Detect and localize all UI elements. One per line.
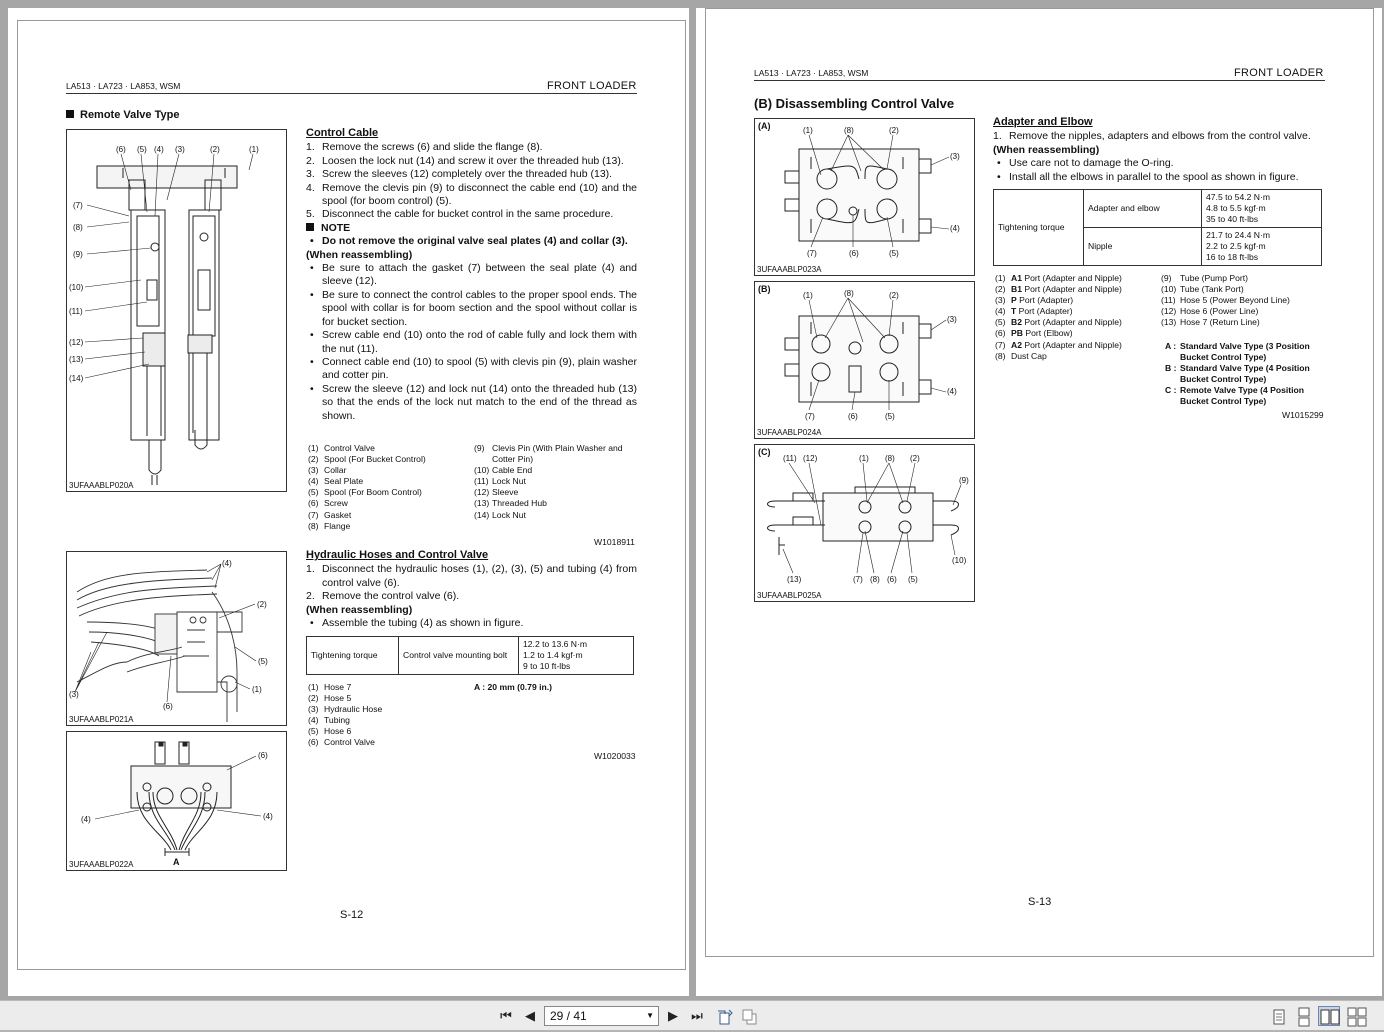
torque-table <box>993 189 1322 266</box>
fig1-label: (10) <box>69 283 84 292</box>
torque-table <box>306 636 634 675</box>
hydraulic-legend <box>308 682 382 749</box>
torque-table-cell: Adapter and elbow <box>1084 190 1202 228</box>
legend-row: (4) Seal Plate <box>308 476 364 487</box>
step-item: 5. Disconnect the cable for bucket control in the same procedure. <box>306 208 614 221</box>
reassembling-list <box>993 157 1325 184</box>
first-page-button[interactable]: ⏮ <box>500 1008 512 1023</box>
fig2-label: (5) <box>258 657 268 666</box>
legend-row: Bucket Control Type) <box>1180 374 1267 385</box>
legend-row: (12) Sleeve <box>474 487 519 498</box>
fig3-label: (4) <box>263 812 273 821</box>
figC-label: (12) <box>803 454 818 463</box>
legend-row: (7) Gasket <box>308 509 352 520</box>
legend-row: (5) B2 Port (Adapter and Nipple) <box>995 317 1122 328</box>
fig1-label: (5) <box>137 145 147 154</box>
fit-page-icon <box>739 1007 761 1027</box>
figure-tag: (A) <box>758 121 771 131</box>
two-page-view-button[interactable] <box>1318 1006 1340 1026</box>
legend-row: (1) Hose 7 <box>308 682 352 692</box>
legend-row: (5) Spool (For Boom Control) <box>308 487 422 498</box>
fit-page-button[interactable] <box>738 1006 760 1026</box>
two-page-icon <box>1319 1007 1341 1027</box>
hydraulic-steps <box>306 563 637 603</box>
figure-caption: 3UFAAABLP022A <box>69 860 134 869</box>
figure-control-cable <box>66 129 287 492</box>
legend-row: (9) Tube (Pump Port) <box>1161 273 1248 283</box>
control-cable-diagram <box>67 130 287 492</box>
legend-row: Bucket Control Type) <box>1180 396 1267 407</box>
fig1-label: (1) <box>249 145 259 154</box>
figure-valve-b <box>754 281 975 439</box>
legend-row: (4) Tubing <box>308 715 350 726</box>
figure-caption: 3UFAAABLP021A <box>69 715 134 724</box>
fig1-label: (9) <box>73 250 83 259</box>
control-cable-legend-right <box>474 443 623 521</box>
legend-row: Bucket Control Type) <box>1180 352 1267 363</box>
figC-label: (5) <box>908 575 918 584</box>
figure-hydraulic-hoses <box>66 551 287 726</box>
adapter-legend-right <box>1161 273 1290 328</box>
page-header-left: LA513 · LA723 · LA853, WSM <box>754 68 869 78</box>
valve-a-diagram <box>755 119 975 276</box>
square-bullet-icon <box>66 110 74 118</box>
header-rule <box>66 93 637 94</box>
torque-table-values: 47.5 to 54.2 N·m 4.8 to 5.5 kgf·m 35 to 40 ft-lbs <box>1202 190 1322 228</box>
note-item: • Do not remove the original valve seal plates (4) and collar (3). <box>306 235 637 248</box>
page-number: S-13 <box>1028 896 1052 908</box>
legend-row: (11) Lock Nut <box>474 476 526 487</box>
single-page-icon <box>1268 1007 1290 1027</box>
figB-label: (1) <box>803 291 813 300</box>
reassembling-label: (When reassembling) <box>306 248 413 261</box>
reassembling-item: • Assemble the tubing (4) as shown in figure. <box>306 617 637 630</box>
section-heading: Control Cable <box>306 127 379 139</box>
legend-row: (9) Clevis Pin (With Plain Washer and <box>474 443 623 453</box>
figC-label: (10) <box>952 556 967 565</box>
reference-code: W1018911 <box>594 537 635 547</box>
fig2-label: (3) <box>69 690 79 699</box>
figB-label: (2) <box>889 291 899 300</box>
reassembling-item: • Install all the elbows in parallel to the spool as shown in figure. <box>993 171 1325 184</box>
chevron-down-icon[interactable]: ▼ <box>646 1011 654 1020</box>
note-heading: NOTE <box>306 222 637 235</box>
legend-row: (14) Lock Nut <box>474 509 526 520</box>
fig2-label: (2) <box>257 600 267 609</box>
legend-row: (5) Hose 6 <box>308 726 352 737</box>
legend-row: C : Remote Valve Type (4 Position <box>1165 385 1305 396</box>
tubing-diagram <box>67 732 287 871</box>
figC-label: (8) <box>870 575 880 584</box>
figC-label: (7) <box>853 575 863 584</box>
control-cable-steps <box>306 141 637 221</box>
fig1-label: (8) <box>73 223 83 232</box>
figC-label: (1) <box>859 454 869 463</box>
torque-table-cell: Control valve mounting bolt <box>399 637 519 675</box>
page-title: (B) Disassembling Control Valve <box>754 96 955 111</box>
figure-tag: (B) <box>758 284 771 294</box>
reassembling-item: • Be sure to attach the gasket (7) between the seal plate (4) and sleeve (12). <box>306 262 637 289</box>
fig3-label: A <box>173 857 180 867</box>
reassembling-item: • Use care not to damage the O-ring. <box>993 157 1325 170</box>
torque-table-values: 21.7 to 24.4 N·m 2.2 to 2.5 kgf·m 16 to 18 ft-lbs <box>1202 228 1322 266</box>
control-cable-section <box>306 127 637 423</box>
legend-row: Cotter Pin) <box>492 454 534 465</box>
legend-row: (1) Control Valve <box>308 443 375 453</box>
fig3-label: (4) <box>81 815 91 824</box>
fig1-label: (11) <box>69 307 83 316</box>
continuous-view-button[interactable] <box>1292 1006 1314 1026</box>
figure-tag: (C) <box>758 447 771 457</box>
torque-table-cell: Nipple <box>1084 228 1202 266</box>
legend-row: (4) T Port (Adapter) <box>995 306 1073 317</box>
continuous-page-icon <box>1293 1007 1315 1027</box>
page-s13 <box>696 8 1382 996</box>
page-number-select[interactable] <box>544 1006 659 1026</box>
fig1-label: (2) <box>210 145 220 154</box>
figA-label: (5) <box>889 249 899 258</box>
rotate-page-button[interactable] <box>713 1006 735 1026</box>
step-item: 1. Remove the screws (6) and slide the flange (8). <box>306 141 543 154</box>
rotate-page-icon <box>714 1007 736 1027</box>
control-cable-legend-left <box>308 443 426 532</box>
hydraulic-legend-note: A : 20 mm (0.79 in.) <box>474 682 553 692</box>
reassembling-list <box>306 262 637 423</box>
fig1-label: (6) <box>116 145 126 154</box>
square-bullet-icon <box>306 223 314 231</box>
legend-row: (2) B1 Port (Adapter and Nipple) <box>995 284 1122 295</box>
valve-c-diagram <box>755 445 975 602</box>
step-item: 4. Remove the clevis pin (9) to disconnect the cable end (10) and the spool (for boom control) (5). <box>306 181 637 208</box>
fig2-label: (4) <box>222 559 232 568</box>
reference-code: W1020033 <box>594 751 636 761</box>
figure-caption: 3UFAAABLP025A <box>757 591 822 600</box>
figure-caption: 3UFAAABLP023A <box>757 265 822 274</box>
torque-table-cell: Tightening torque <box>307 637 399 675</box>
legend-row: (8) Flange <box>308 520 351 531</box>
legend-row: (6) Screw <box>308 498 348 509</box>
fig2-label: (6) <box>163 702 173 711</box>
figC-label: (11) <box>783 454 797 463</box>
figC-label: (6) <box>887 575 897 584</box>
legend-row: B : Standard Valve Type (4 Position <box>1165 363 1310 374</box>
reference-code: W1015299 <box>1282 410 1324 420</box>
step-item: 2. Loosen the lock nut (14) and screw it over the threaded hub (13). <box>306 154 624 167</box>
figure-caption: 3UFAAABLP020A <box>69 481 134 490</box>
adapter-steps <box>993 130 1325 143</box>
legend-row: (13) Threaded Hub <box>474 498 547 509</box>
figure-valve-a <box>754 118 975 276</box>
figC-label: (9) <box>959 476 969 485</box>
figB-label: (8) <box>844 289 854 298</box>
figC-label: (13) <box>787 575 802 584</box>
note-list <box>306 235 637 248</box>
figA-label: (4) <box>950 224 960 233</box>
figure-caption: 3UFAAABLP024A <box>757 428 822 437</box>
figB-label: (5) <box>885 412 895 421</box>
reassembling-item: • Connect cable end (10) to spool (5) with clevis pin (9), plain washer and cotter pin. <box>306 356 637 383</box>
viewer-toolbar <box>0 1000 1384 1030</box>
fig1-label: (13) <box>69 355 84 364</box>
next-page-button[interactable]: ▶ <box>668 1008 678 1023</box>
adapter-section <box>993 116 1325 184</box>
figB-label: (4) <box>947 387 957 396</box>
figC-label: (8) <box>885 454 895 463</box>
header-rule <box>754 80 1325 81</box>
valve-b-diagram <box>755 282 975 439</box>
reassembling-item: • Screw cable end (10) onto the rod of cable fully and lock them with the nut (11). <box>306 329 637 356</box>
fig3-label: (6) <box>258 751 268 760</box>
legend-row: (3) Hydraulic Hose <box>308 704 383 715</box>
fig1-label: (12) <box>69 338 84 347</box>
legend-row: A : Standard Valve Type (3 Position <box>1165 341 1310 351</box>
step-item: 2. Remove the control valve (6). <box>306 590 460 603</box>
legend-row: (10) Tube (Tank Port) <box>1161 284 1244 295</box>
reassembling-label: (When reassembling) <box>993 143 1100 156</box>
two-page-continuous-view-button[interactable] <box>1345 1006 1367 1026</box>
fig1-label: (7) <box>73 201 83 210</box>
last-page-button[interactable]: ⏭ <box>691 1008 703 1023</box>
hydraulic-section <box>306 549 637 630</box>
page-header-right: FRONT LOADER <box>547 80 637 92</box>
legend-row: (2) Spool (For Bucket Control) <box>308 454 426 465</box>
figA-label: (2) <box>889 126 899 135</box>
torque-table-cell: Tightening torque <box>994 190 1084 266</box>
reassembling-list <box>306 617 637 630</box>
step-item: 1. Remove the nipples, adapters and elbows from the control valve. <box>993 130 1311 143</box>
reassembling-label: (When reassembling) <box>306 603 413 616</box>
valve-type-legend <box>1165 341 1310 408</box>
figure-tubing <box>66 731 287 871</box>
section-title: Remote Valve Type <box>66 109 179 121</box>
legend-row: (11) Hose 5 (Power Beyond Line) <box>1161 295 1290 306</box>
page-number: S-12 <box>340 909 364 921</box>
hydraulic-hoses-diagram <box>67 552 287 726</box>
legend-row: (7) A2 Port (Adapter and Nipple) <box>995 339 1122 350</box>
torque-table-values: 12.2 to 13.6 N·m 1.2 to 1.4 kgf·m 9 to 10 ft-lbs <box>519 637 634 675</box>
adapter-legend-left <box>995 273 1122 362</box>
previous-page-button[interactable]: ◀ <box>525 1008 535 1023</box>
step-item: 1. Disconnect the hydraulic hoses (1), (2), (3), (5) and tubing (4) from control valve (6). <box>306 563 637 589</box>
figA-label: (1) <box>803 126 813 135</box>
fig2-label: (1) <box>252 685 262 694</box>
legend-row: (12) Hose 6 (Power Line) <box>1161 306 1259 317</box>
legend-row: (1) A1 Port (Adapter and Nipple) <box>995 273 1122 283</box>
legend-row: (3) P Port (Adapter) <box>995 295 1074 306</box>
single-page-view-button[interactable] <box>1267 1006 1289 1026</box>
legend-row: (13) Hose 7 (Return Line) <box>1161 317 1260 328</box>
legend-row: (10) Cable End <box>474 465 533 476</box>
legend-row: (6) PB Port (Elbow) <box>995 328 1073 339</box>
figA-label: (6) <box>849 249 859 258</box>
figB-label: (3) <box>947 315 957 324</box>
section-heading: Adapter and Elbow <box>993 116 1093 128</box>
legend-row: (2) Hose 5 <box>308 693 352 704</box>
figA-label: (3) <box>950 152 960 161</box>
reassembling-item: • Screw the sleeve (12) and lock nut (14) onto the threaded hub (13) so that the ends of the lock nut match to the end of the thread as shown. <box>306 383 637 423</box>
page-s12 <box>8 8 689 996</box>
figB-label: (6) <box>848 412 858 421</box>
page-indicator: 29 / 41 <box>550 1009 587 1023</box>
legend-row: (8) Dust Cap <box>995 350 1047 361</box>
figC-label: (2) <box>910 454 920 463</box>
legend-row: (3) Collar <box>308 465 347 476</box>
figB-label: (7) <box>805 412 815 421</box>
fig1-label: (4) <box>154 145 164 154</box>
figure-valve-c <box>754 444 975 602</box>
fig1-label: (3) <box>175 145 185 154</box>
fig1-label: (14) <box>69 374 84 383</box>
section-heading: Hydraulic Hoses and Control Valve <box>306 549 489 561</box>
reassembling-item: • Be sure to connect the control cables to the proper spool ends. The spool with collar is for boom section and the spool without collar is for bucket section. <box>306 289 637 329</box>
two-page-continuous-icon <box>1346 1007 1368 1027</box>
step-item: 3. Screw the sleeves (12) completely over the threaded hub (13). <box>306 168 613 181</box>
figA-label: (7) <box>807 249 817 258</box>
page-header-right: FRONT LOADER <box>1234 67 1324 79</box>
figA-label: (8) <box>844 126 854 135</box>
page-header-left: LA513 · LA723 · LA853, WSM <box>66 81 181 91</box>
legend-row: (6) Control Valve <box>308 737 375 748</box>
